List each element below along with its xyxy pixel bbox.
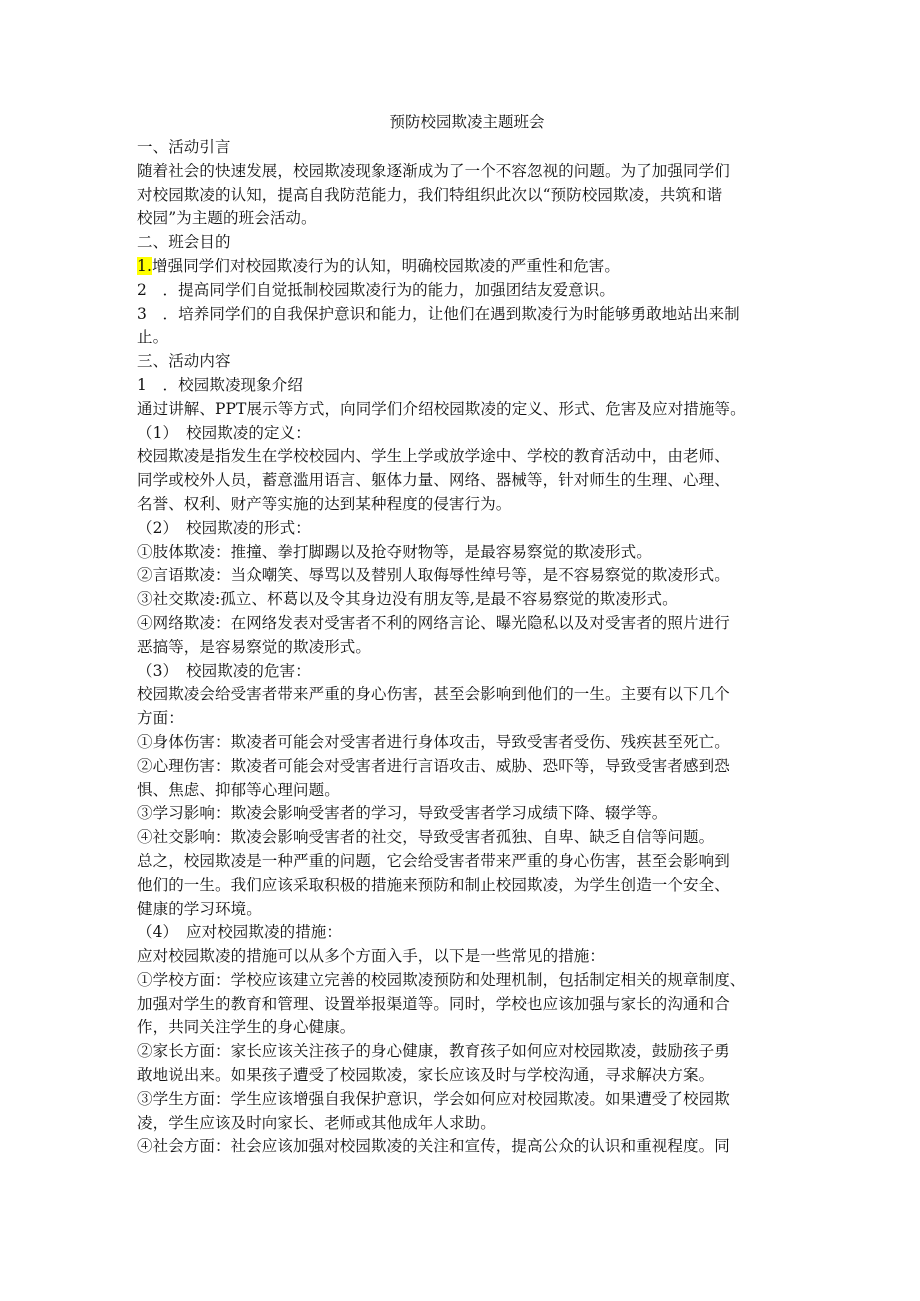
paragraph-line: 名誉、权利、财产等实施的达到某种程度的侵害行为。 [137, 494, 512, 513]
paragraph-line: 校园”为主题的班会活动。 [137, 209, 317, 228]
paragraph-line: 加强对学生的教育和管理、设置举报渠道等。同时，学校也应该加强与家长的沟通和合 [137, 994, 730, 1013]
list-item: ③社交欺凌:孤立、杯葛以及令其身边没有朋友等,是最不容易察觉的欺凌形式。 [137, 590, 678, 609]
paragraph-line: 通过讲解、PPT展示等方式，向同学们介绍校园欺凌的定义、形式、危害及应对措施等。 [137, 399, 746, 418]
paragraph-line: 校园欺凌是指发生在学校校园内、学生上学或放学途中、学校的教育活动中，由老师、 [137, 447, 730, 466]
list-item: ③学习影响：欺凌会影响受害者的学习，导致受害者学习成绩下降、辍学等。 [137, 804, 668, 823]
subheading: （3） 校园欺凌的危害： [137, 661, 311, 680]
paragraph-line: 对校园欺凌的认知，提高自我防范能力，我们特组织此次以“预防校园欺凌，共筑和谐 [137, 185, 723, 204]
paragraph-line: 应对校园欺凌的措施可以从多个方面入手，以下是一些常见的措施： [137, 947, 606, 966]
paragraph-line: 凌，学生应该及时向家长、老师或其他成年人求助。 [137, 1113, 496, 1132]
paragraph-line: 校园欺凌会给受害者带来严重的身心伤害，甚至会影响到他们的一生。主要有以下几个 [137, 685, 730, 704]
paragraph-line: 惧、焦虑、抑郁等心理问题。 [137, 780, 340, 799]
list-item: ④社会方面：社会应该加强对校园欺凌的关注和宣传，提高公众的认识和重视程度。同 [137, 1137, 730, 1156]
highlighted-number: 1. [137, 256, 152, 275]
goal-item-3: 3 ．培养同学们的自我保护意识和能力，让他们在遇到欺凌行为时能够勇敢地站出来制 [137, 304, 740, 323]
list-item: ②家长方面：家长应该关注孩子的身心健康，教育孩子如何应对校园欺凌，鼓励孩子勇 [137, 1042, 730, 1061]
list-item: ②心理伤害：欺凌者可能会对受害者进行言语攻击、威胁、恐吓等，导致受害者感到恐 [137, 756, 730, 775]
paragraph-line: 敢地说出来。如果孩子遭受了校园欺凌，家长应该及时与学校沟通，寻求解决方案。 [137, 1066, 715, 1085]
paragraph-line: 总之，校园欺凌是一种严重的问题，它会给受害者带来严重的身心伤害，甚至会影响到 [137, 851, 730, 870]
paragraph-line: 同学或校外人员，蓄意滥用语言、躯体力量、网络、器械等，针对师生的生理、心理、 [137, 471, 730, 490]
document-page [137, 110, 797, 1159]
goal-item-1 [137, 255, 797, 279]
list-item: ③学生方面：学生应该增强自我保护意识，学会如何应对校园欺凌。如果遭受了校园欺 [137, 1089, 730, 1108]
paragraph-line: 作，共同关注学生的身心健康。 [137, 1018, 356, 1037]
subheading: （4） 应对校园欺凌的措施： [137, 923, 343, 942]
list-item: ②言语欺凌：当众嘲笑、辱骂以及替别人取侮辱性绰号等，是不容易察觉的欺凌形式。 [137, 566, 730, 585]
list-item: ④网络欺凌：在网络发表对受害者不利的网络言论、曝光隐私以及对受害者的照片进行 [137, 613, 730, 632]
paragraph-line: 健康的学习环境。 [137, 899, 262, 918]
list-item: ①身体伤害：欺凌者可能会对受害者进行身体攻击，导致受害者受伤、残疾甚至死亡。 [137, 732, 730, 751]
section-heading-goals: 二、班会目的 [137, 233, 231, 252]
section-heading-intro: 一、活动引言 [137, 138, 231, 156]
subheading: （2） 校园欺凌的形式： [137, 518, 311, 537]
list-item: ①肢体欺凌：推撞、拳打脚踢以及抢夺财物等，是最容易察觉的欺凌形式。 [137, 542, 652, 561]
list-item: ④社交影响：欺凌会影响受害者的社交，导致受害者孤独、自卑、缺乏自信等问题。 [137, 828, 715, 847]
paragraph-line: 恶搞等，是容易察觉的欺凌形式。 [137, 637, 372, 656]
paragraph-line: 他们的一生。我们应该采取积极的措施来预防和制止校园欺凌，为学生创造一个安全、 [137, 875, 730, 894]
paragraph-line: 止。 [137, 328, 169, 347]
goal-item-2: 2 ．提高同学们自觉抵制校园欺凌行为的能力，加强团结友爱意识。 [137, 280, 615, 299]
list-item: ①学校方面：学校应该建立完善的校园欺凌预防和处理机制，包括制定相关的规章制度、 [137, 970, 746, 989]
section-heading-content: 三、活动内容 [137, 352, 231, 371]
subheading: 1 ．校园欺凌现象介绍 [137, 375, 303, 394]
subheading: （1） 校园欺凌的定义： [137, 423, 311, 442]
document-title: 预防校园欺凌主题班会 [389, 113, 545, 131]
paragraph-line: 方面： [137, 709, 184, 728]
goal-item-1-text: 增强同学们对校园欺凌行为的认知，明确校园欺凌的严重性和危害。 [152, 256, 621, 275]
paragraph-line: 随着社会的快速发展，校园欺凌现象逐渐成为了一个不容忽视的问题。为了加强同学们 [137, 161, 730, 180]
